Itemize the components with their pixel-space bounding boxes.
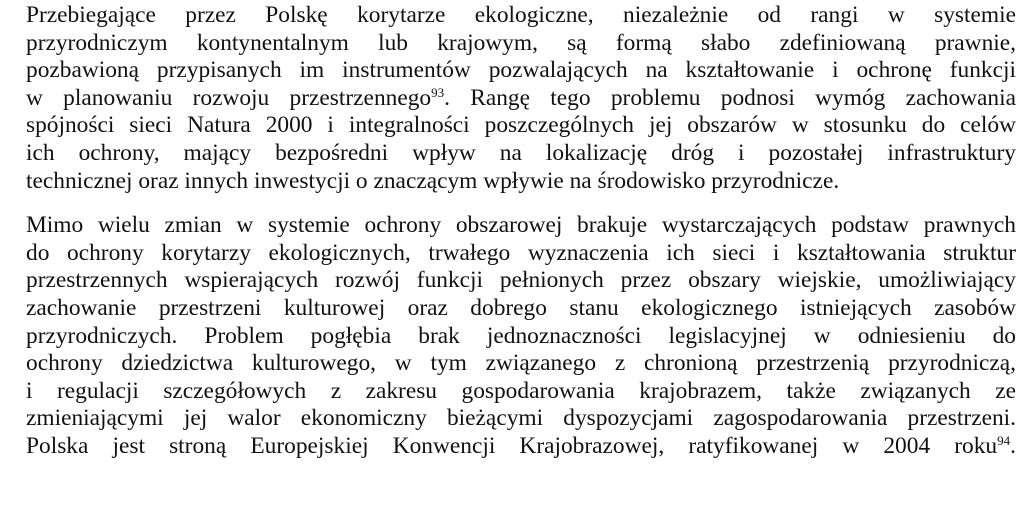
text-line [26, 433, 1016, 461]
text-line [26, 57, 1016, 85]
text-line [26, 350, 1016, 378]
text-line [26, 140, 1016, 168]
line-text-continuation: . Rangę tego problemu podnosi wymóg zachowania [444, 84, 1016, 111]
text-line [26, 295, 1016, 323]
line-text: ich ochrony, mający bezpośredni wpływ na lokalizację dróg i pozostałej infrastruktury [26, 139, 1016, 166]
line-text: w planowaniu rozwoju przestrzennego [26, 84, 432, 111]
text-line [26, 112, 1016, 140]
paragraph-2 [26, 212, 1016, 460]
line-text: Przebiegające przez Polskę korytarze ekologiczne, niezależnie od rangi w systemie [26, 2, 1016, 28]
line-text: Mimo wielu zmian w systemie ochrony obszarowej brakuje wystarczających podstaw prawnych [26, 212, 1016, 239]
line-text: technicznej oraz innych inwestycji o znaczącym wpływie na środowisko przyrodnicze. [26, 167, 840, 194]
line-text: spójności sieci Natura 2000 i integralności poszczególnych jej obszarów w stosunku do celów [26, 112, 1016, 139]
text-line [26, 240, 1016, 268]
text-line [26, 30, 1016, 58]
line-text: zmieniającymi jej walor ekonomiczny bieżącymi dyspozycjami zagospodarowania przestrzeni. [26, 405, 1016, 432]
paragraph-1 [26, 2, 1016, 195]
document-page [26, 2, 1016, 461]
text-line [26, 168, 1016, 196]
line-text-continuation: . [1010, 432, 1016, 459]
line-text: i regulacji szczegółowych z zakresu gospodarowania krajobrazem, także związanych ze [26, 377, 1016, 404]
text-line [26, 323, 1016, 351]
text-line [26, 378, 1016, 406]
text-line [26, 2, 1016, 30]
line-text: Polska jest stroną Europejskiej Konwencji Krajobrazowej, ratyfikowanej w 2004 roku [26, 432, 998, 459]
line-text: przyrodniczym kontynentalnym lub krajowym, są formą słabo zdefiniowaną prawnie, [26, 29, 1016, 56]
line-text: pozbawioną przypisanych im instrumentów pozwalających na kształtowanie i ochronę funkcji [26, 57, 1016, 84]
line-text: do ochrony korytarzy ekologicznych, trwałego wyznaczenia ich sieci i kształtowania struktur [26, 239, 1016, 266]
footnote-marker[interactable]: 94 [997, 432, 1011, 448]
line-text: ochrony dziedzictwa kulturowego, w tym związanego z chronioną przestrzenią przyrodniczą, [26, 350, 1016, 377]
line-text: zachowanie przestrzeni kulturowej oraz dobrego stanu ekologicznego istniejących zasobów [26, 294, 1016, 321]
text-line [26, 267, 1016, 295]
document-body [26, 2, 1016, 461]
footnote-marker[interactable]: 93 [431, 84, 445, 100]
paragraph-gap [26, 195, 1016, 212]
text-line [26, 212, 1016, 240]
line-text: przyrodniczych. Problem pogłębia brak jednoznaczności legislacyjnej w odniesieniu do [26, 322, 1016, 349]
text-line [26, 405, 1016, 433]
text-line [26, 85, 1016, 113]
line-text: przestrzennych wspierających rozwój funkcji pełnionych przez obszary wiejskie, umożliwiający [26, 267, 1016, 294]
